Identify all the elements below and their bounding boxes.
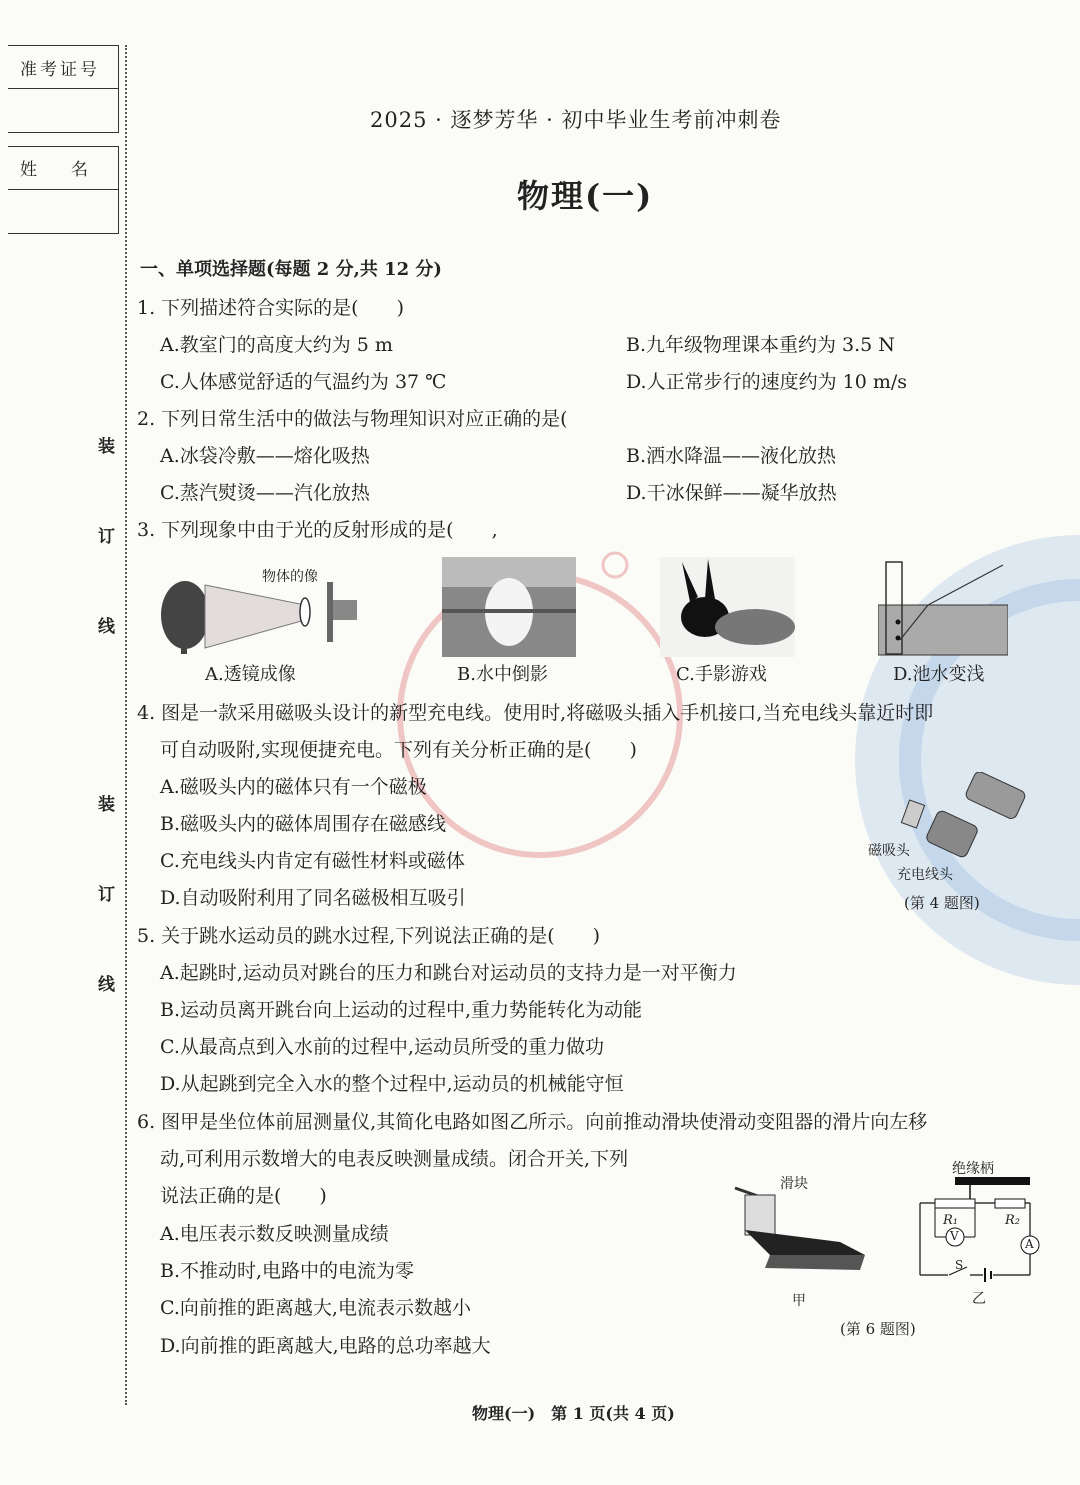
q4-stem-line2: 可自动吸附,实现便捷充电。下列有关分析正确的是( ) xyxy=(160,739,637,761)
exam-number-divider xyxy=(8,88,118,89)
hand-shadow-figure xyxy=(660,557,795,657)
q1-option-c: C.人体感觉舒适的气温约为 37 ℃ xyxy=(160,371,447,393)
q5-option-c: C.从最高点到入水前的过程中,运动员所受的重力做功 xyxy=(160,1036,604,1058)
fig4-cable-label: 充电线头 xyxy=(897,867,953,883)
q4-option-c: C.充电线头内肯定有磁性材料或磁体 xyxy=(160,850,465,872)
binding-line xyxy=(125,45,127,1405)
fig4-caption: (第 4 题图) xyxy=(904,894,980,912)
q6-option-b: B.不推动时,电路中的电流为零 xyxy=(160,1260,415,1282)
fig4-magnet-label: 磁吸头 xyxy=(868,843,910,859)
q6-stem-line1: 6. 图甲是坐位体前屈测量仪,其简化电路如图乙所示。向前推动滑块使滑动变阻器的滑片向左移 xyxy=(137,1111,928,1133)
exam-series: 2025 · 逐梦芳华 · 初中毕业生考前冲刺卷 xyxy=(370,108,782,132)
q1-option-a: A.教室门的高度大约为 5 m xyxy=(160,334,393,356)
q3-stem: 3. 下列现象中由于光的反射形成的是( , xyxy=(137,519,498,541)
section-heading: 一、单项选择题(每题 2 分,共 12 分) xyxy=(140,259,442,280)
q4-option-b: B.磁吸头内的磁体周围存在磁感线 xyxy=(160,813,447,835)
q3-option-d: D.池水变浅 xyxy=(893,664,985,685)
q5-option-b: B.运动员离开跳台向上运动的过程中,重力势能转化为动能 xyxy=(160,999,643,1021)
fig6-jia-label: 甲 xyxy=(792,1293,806,1309)
fig6-r1-label: R₁ xyxy=(943,1213,958,1228)
q6-option-d: D.向前推的距离越大,电路的总功率越大 xyxy=(160,1335,491,1357)
fig6-slider-label: 滑块 xyxy=(780,1176,808,1192)
name-divider xyxy=(8,189,118,190)
q2-option-d: D.干冰保鲜——凝华放热 xyxy=(626,482,837,504)
exam-number-label: 准考证号 xyxy=(20,60,100,80)
q5-option-a: A.起跳时,运动员对跳台的压力和跳台对运动员的支持力是一对平衡力 xyxy=(160,962,737,984)
q3-option-a: A.透镜成像 xyxy=(205,664,296,685)
q4-stem-line1: 4. 图是一款采用磁吸头设计的新型充电线。使用时,将磁吸头插入手机接口,当充电线头靠近时即 xyxy=(137,702,934,724)
q6-option-a: A.电压表示数反映测量成绩 xyxy=(160,1223,389,1245)
q1-option-d: D.人正常步行的速度约为 10 m/s xyxy=(626,371,908,393)
reflection-figure xyxy=(442,557,576,657)
q3-image-label: 物体的像 xyxy=(262,569,318,585)
fig6-ammeter-label: A xyxy=(1025,1237,1034,1251)
lens-imaging-figure xyxy=(155,560,365,660)
bind-mark-6: 线 xyxy=(98,975,115,995)
pool-depth-figure xyxy=(878,560,1008,660)
q3-option-b: B.水中倒影 xyxy=(457,664,548,685)
q4-option-a: A.磁吸头内的磁体只有一个磁极 xyxy=(160,776,427,798)
q6-option-c: C.向前推的距离越大,电流表示数越小 xyxy=(160,1297,471,1319)
page-footer: 物理(一) 第 1 页(共 4 页) xyxy=(472,1404,675,1423)
page-title: 物理(一) xyxy=(517,177,654,215)
q2-option-a: A.冰袋冷敷——熔化吸热 xyxy=(160,445,370,467)
bind-mark-5: 订 xyxy=(98,885,115,905)
flexibility-tester-figure xyxy=(730,1180,870,1275)
q4-option-d: D.自动吸附利用了同名磁极相互吸引 xyxy=(160,887,466,909)
q5-stem: 5. 关于跳水运动员的跳水过程,下列说法正确的是( ) xyxy=(137,925,601,947)
q1-option-b: B.九年级物理课本重约为 3.5 N xyxy=(626,334,895,356)
fig6-handle-label: 绝缘柄 xyxy=(952,1161,994,1177)
fig6-switch-label: S xyxy=(955,1258,964,1272)
q3-option-c: C.手影游戏 xyxy=(676,664,767,685)
q2-option-c: C.蒸汽熨烫——汽化放热 xyxy=(160,482,370,504)
q2-stem: 2. 下列日常生活中的做法与物理知识对应正确的是( xyxy=(137,408,568,430)
fig6-r2-label: R₂ xyxy=(1005,1213,1020,1228)
name-label: 姓 名 xyxy=(20,160,88,180)
fig6-yi-label: 乙 xyxy=(972,1291,986,1307)
q5-option-d: D.从起跳到完全入水的整个过程中,运动员的机械能守恒 xyxy=(160,1073,624,1095)
bind-mark-4: 装 xyxy=(98,795,115,815)
bind-mark-1: 装 xyxy=(98,437,115,457)
fig6-caption: (第 6 题图) xyxy=(840,1320,916,1338)
q6-stem-line3: 说法正确的是( ) xyxy=(160,1185,327,1207)
bind-mark-3: 线 xyxy=(98,617,115,637)
q6-stem-line2: 动,可利用示数增大的电表反映测量成绩。闭合开关,下列 xyxy=(160,1148,629,1170)
fig6-voltmeter-label: V xyxy=(950,1229,959,1243)
q1-stem: 1. 下列描述符合实际的是( ) xyxy=(137,297,404,319)
q2-option-b: B.洒水降温——液化放热 xyxy=(626,445,837,467)
bind-mark-2: 订 xyxy=(98,527,115,547)
circuit-diagram xyxy=(915,1175,1045,1285)
